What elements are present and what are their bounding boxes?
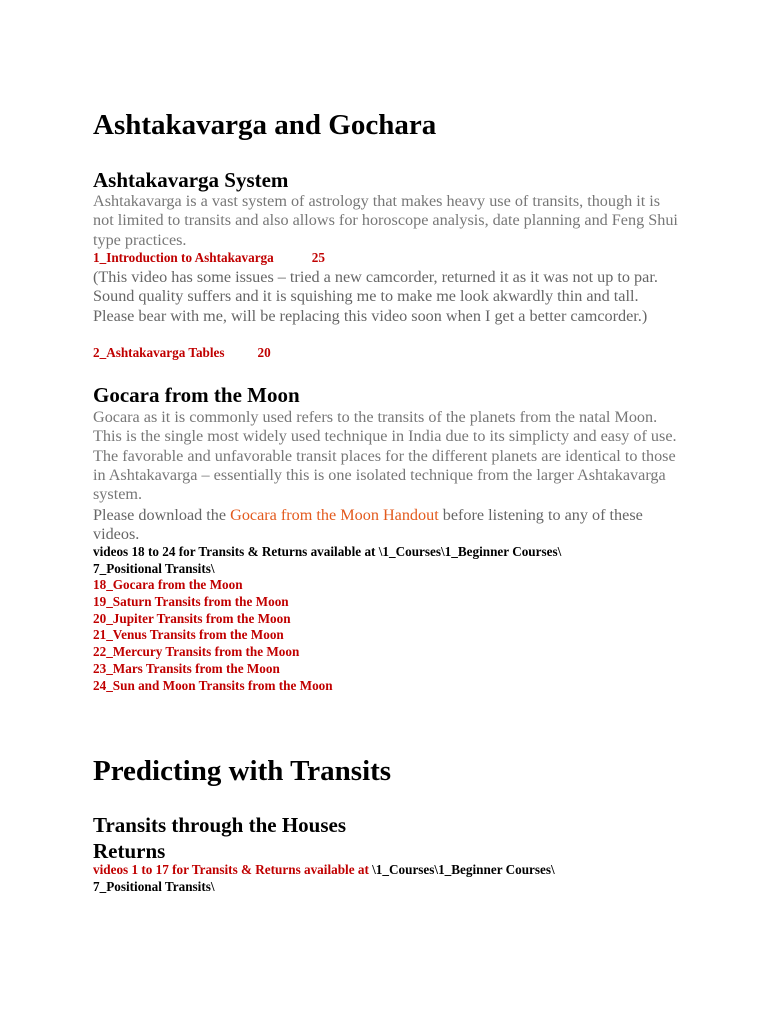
handout-link[interactable]: Gocara from the Moon Handout xyxy=(230,506,439,524)
video-link[interactable]: 21_Venus Transits from the Moon xyxy=(93,627,284,643)
section-title-predicting-transits: Predicting with Transits xyxy=(93,755,392,787)
video-link[interactable]: 19_Saturn Transits from the Moon xyxy=(93,593,289,609)
video-note: (This video has some issues – tried a new camcorder, returned it as it was not up to par. Sound quality suffers and it is squishing me to make me look akwardly thin and tall. Please bear with me, will be replacing this video soon when I get a better camcorder.) xyxy=(93,268,658,325)
video-label: 1_Introduction to Ashtakavarga xyxy=(93,250,274,265)
availability-red-text: videos 1 to 17 for Transits & Returns available at xyxy=(93,862,373,877)
video-duration: 20 xyxy=(257,345,271,360)
video-link[interactable]: 22_Mercury Transits from the Moon xyxy=(93,644,300,660)
download-suffix: before listening to any of these videos. xyxy=(93,506,643,544)
video-link[interactable]: 24_Sun and Moon Transits from the Moon xyxy=(93,677,333,693)
video-link[interactable]: 23_Mars Transits from the Moon xyxy=(93,660,280,676)
video-link[interactable]: 18_Gocara from the Moon xyxy=(93,577,243,592)
availability-line-18-24: videos 18 to 24 for Transits & Returns available at \1_Courses\1_Beginner Courses\ xyxy=(93,544,562,559)
video-duration: 25 xyxy=(311,250,325,265)
heading-returns: Returns xyxy=(93,839,166,863)
ashtakavarga-description: Ashtakavarga is a vast system of astrology that makes heavy use of transits, though it is not limited to transits and also allows for horoscope analysis, date planning and Feng Shui type practices. xyxy=(93,192,678,249)
video-link-introduction[interactable] xyxy=(93,250,325,267)
availability-path-1-17: 7_Positional Transits\ xyxy=(93,879,215,894)
download-prefix: Please download the xyxy=(93,506,231,524)
download-instruction xyxy=(93,506,683,545)
video-link-tables[interactable] xyxy=(93,345,271,362)
availability-path-18-24: 7_Positional Transits\ xyxy=(93,561,215,576)
gocara-description: Gocara as it is commonly used refers to the transits of the planets from the natal Moon. This is the single most widely used technique in India due to its simplicty and easy of use. The favorable and unfavorable transit places for the different planets are identical to those in Ashtakavarga – essentially this is one isolated technique from the larger Ashtakavarga system. xyxy=(93,408,677,504)
video-link[interactable]: 20_Jupiter Transits from the Moon xyxy=(93,610,291,626)
section-title-ashtakavarga-gochara: Ashtakavarga and Gochara xyxy=(93,109,437,141)
gocara-video-list xyxy=(93,577,333,695)
video-label: 2_Ashtakavarga Tables xyxy=(93,345,225,360)
availability-path-text: \1_Courses\1_Beginner Courses\ xyxy=(372,862,555,877)
heading-gocara-from-moon: Gocara from the Moon xyxy=(93,383,300,407)
heading-ashtakavarga-system: Ashtakavarga System xyxy=(93,168,289,192)
heading-transits-houses: Transits through the Houses xyxy=(93,813,347,837)
availability-line-1-17 xyxy=(93,862,555,879)
